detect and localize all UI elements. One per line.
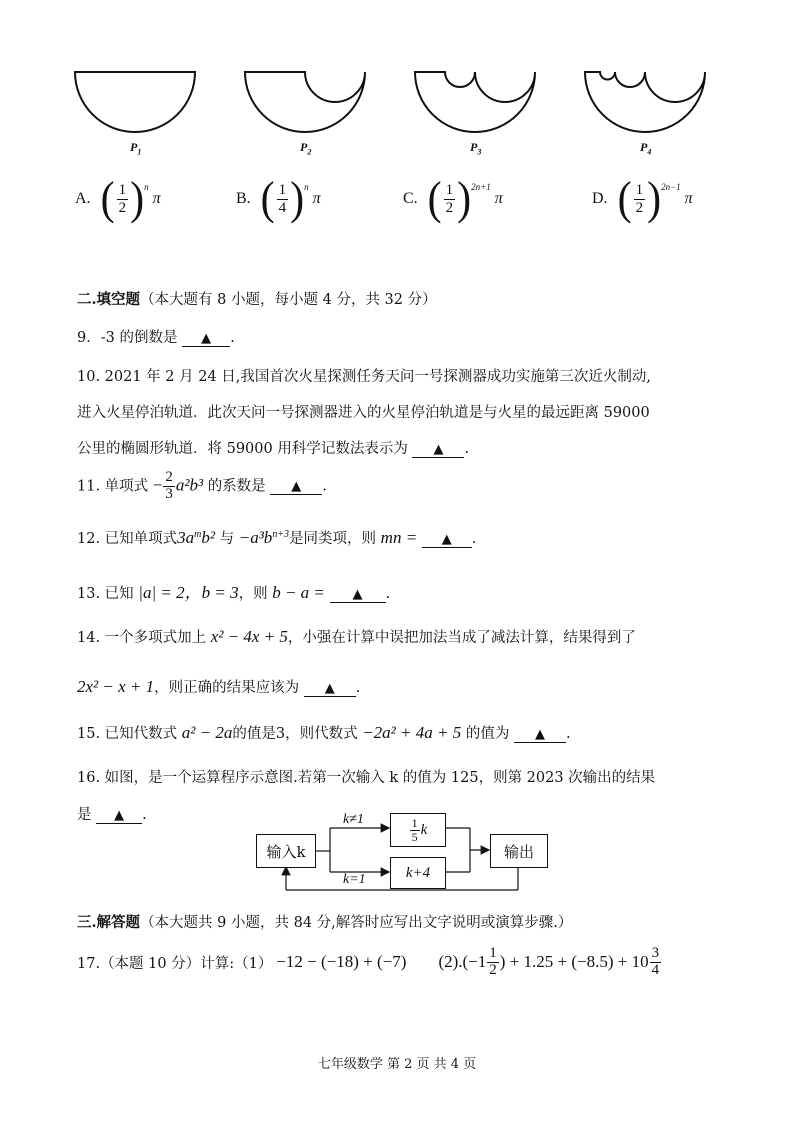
question-9: 9．-3 的倒数是 ▲ . [77, 330, 235, 346]
answer-blank: ▲ [422, 532, 472, 548]
question-13: 13. 已知 |a| = 2，b = 3，则 b − a = ▲ . [77, 583, 391, 602]
semicircle-p2 [240, 62, 370, 142]
option-exponent: n [144, 182, 149, 192]
question-14-line-1: 14. 一个多项式加上 x² − 4x + 5，小强在计算中误把加法当成了减法计算，结果得到了 [77, 627, 636, 646]
flow-add-box: k+4 [390, 857, 446, 889]
answer-blank: ▲ [182, 331, 230, 347]
question-16-line-1: 16. 如图，是一个运算程序示意图.若第一次输入 k 的值为 125，则第 2023 次输出的结果 [77, 770, 656, 786]
question-16-line-2: 是 ▲ . [77, 807, 147, 823]
flow-divide-box: $\frac{1}{5}$ k [390, 813, 446, 847]
question-17: 17.（本题 10 分）计算:（1） −12 − (−18) + (−7) (2). (−1 $\frac{1}{2}$ ) + 1.25 + (−8.5) + 10 $\frac{3}{4}$ [77, 945, 660, 978]
question-12: 12. 已知单项式$3a^mb^2$ 与 $-a^3b^{n+3}$是同类项，则 mn = ▲ . [77, 528, 477, 547]
option-letter: A. [75, 190, 91, 207]
pi-symbol: π [494, 190, 503, 207]
answer-blank: ▲ [330, 587, 386, 603]
section-3-heading: 三.解答题（本大题共 9 小题，共 84 分,解答时应写出文字说明或演算步骤.） [77, 914, 573, 931]
semicircle-p4 [580, 62, 710, 142]
fraction: $\frac{3}{4}$ [651, 945, 660, 978]
fraction: $\frac{1}{2}$ [489, 945, 497, 978]
flow-condition-not-one: k≠1 [343, 812, 364, 827]
option-letter: B. [236, 190, 251, 207]
section-2-heading: 二.填空题（本大题有 8 小题，每小题 4 分，共 32 分） [77, 291, 437, 308]
option-exponent: n [304, 182, 309, 192]
question-15: 15. 已知代数式 a² − 2a的值是3，则代数式 −2a² + 4a + 5 的值为 ▲ . [77, 723, 571, 742]
semicircle-p1 [70, 62, 200, 142]
answer-blank: ▲ [412, 442, 464, 458]
answer-blank: ▲ [270, 479, 322, 495]
page-footer: 七年级数学 第 2 页 共 4 页 [317, 1057, 477, 1072]
option-c: C. ( $\frac{1}{2}$ ) 2n+1 π [403, 173, 503, 225]
option-a: A. ( $\frac{1}{2}$ ) n π [75, 173, 161, 225]
option-fraction: $\frac{1}{2}$ [118, 182, 127, 216]
question-10-line-1: 10. 2021 年 2 月 24 日,我国首次火星探测任务天问一号探测器成功实施第三次近火制动, [77, 369, 652, 385]
option-fraction: $\frac{1}{2}$ [445, 182, 454, 216]
option-exponent: 2n+1 [471, 182, 491, 192]
question-10-line-3: 公里的椭圆形轨道．将 59000 用科学记数法表示为 ▲ . [77, 441, 470, 457]
pi-symbol: π [152, 190, 161, 207]
question-14-line-2: 2x² − x + 1，则正确的结果应该为 ▲ . [77, 677, 361, 696]
semicircle-p3 [410, 62, 540, 142]
figure-label-p4: $P_4$ [640, 140, 652, 157]
pi-symbol: π [312, 190, 321, 207]
pi-symbol: π [684, 190, 693, 207]
question-10-line-2: 进入火星停泊轨道．此次天问一号探测器进入的火星停泊轨道是与火星的最远距离 59000 [77, 405, 650, 421]
option-fraction: $\frac{1}{2}$ [635, 182, 644, 216]
flow-condition-one: k=1 [343, 872, 366, 887]
answer-blank: ▲ [304, 681, 356, 697]
answer-blank: ▲ [96, 808, 142, 824]
flow-output-box: 输出 [490, 834, 548, 868]
flow-input-box: 输入k [256, 834, 316, 868]
option-d: D. ( $\frac{1}{2}$ ) 2n−1 π [592, 173, 693, 225]
figure-label-p2: $P_2$ [300, 140, 312, 157]
option-b: B. ( $\frac{1}{4}$ ) n π [236, 173, 321, 225]
option-letter: D. [592, 190, 608, 207]
figure-label-p1: $P_1$ [130, 140, 142, 157]
option-exponent: 2n−1 [661, 182, 681, 192]
fraction: $\frac{2}{3}$ [165, 469, 173, 502]
figure-label-p3: $P_3$ [470, 140, 482, 157]
option-fraction: $\frac{1}{4}$ [278, 182, 287, 216]
question-11: 11. 单项式 − $\frac{2}{3}$ a²b³ 的系数是 ▲ . [77, 469, 327, 502]
answer-blank: ▲ [514, 727, 566, 743]
option-letter: C. [403, 190, 418, 207]
